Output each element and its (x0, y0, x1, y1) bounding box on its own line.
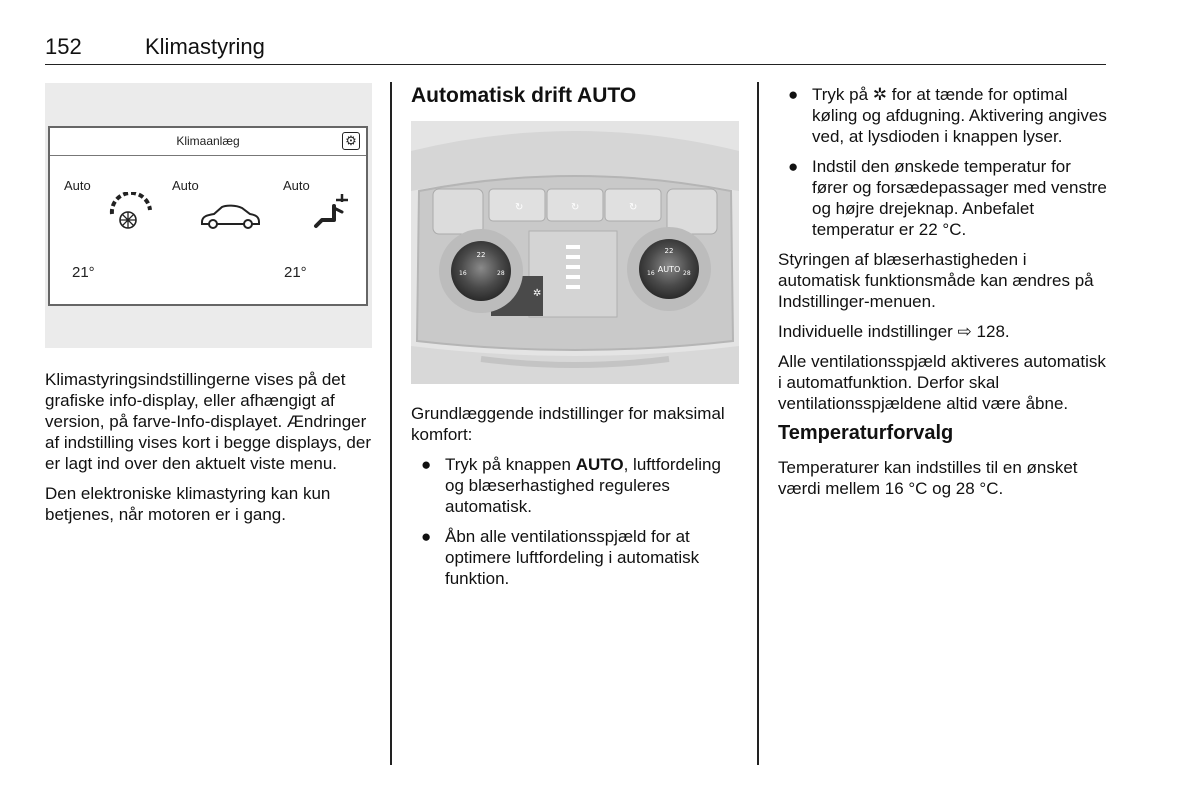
svg-text:28: 28 (497, 270, 505, 277)
bullet-dot: ● (788, 85, 799, 104)
svg-text:↻: ↻ (571, 202, 580, 213)
svg-text:↻: ↻ (629, 202, 638, 213)
svg-text:22: 22 (476, 251, 486, 259)
paragraph-fan-speed: Styringen af blæserhastigheden i automatisk funktionsmåde kan ændres på Indstillinger-menuen. (778, 250, 1094, 311)
paragraph-engine-running: Den elektroniske klimastyring kan kun betjenes, når motoren er i gang. (45, 484, 331, 524)
snowflake-icon: ✲ (872, 85, 888, 104)
column-divider-right (757, 82, 759, 765)
screen-title: Klimaanlæg (176, 134, 240, 148)
svg-text:28: 28 (683, 270, 691, 277)
left-column-text (45, 369, 373, 534)
temperature-right: 21° (284, 264, 307, 281)
svg-text:16: 16 (647, 270, 655, 277)
chapter-title: Klimastyring (145, 34, 265, 59)
list-item: ● Indstil den ønskede temperatur for fører og forsædepassager med venstre og højre drejeknap. Anbefalet temperatur er 22 °C. (788, 157, 1107, 239)
bullet-dot: ● (421, 527, 432, 546)
svg-text:16: 16 (459, 270, 467, 277)
bullet-dot: ● (421, 455, 432, 474)
screen-title-bar (50, 128, 366, 156)
paragraph-intro: Grundlæggende indstillinger for maksimal komfort: (411, 404, 725, 444)
settings-gear-icon: ⚙ (342, 132, 360, 150)
climate-display-screen (48, 126, 368, 306)
page-reference-link[interactable]: 128. (976, 322, 1010, 341)
auto-keyword: AUTO (575, 455, 624, 474)
svg-text:22: 22 (664, 247, 674, 255)
page-header (45, 34, 1106, 65)
auto-label-fan: Auto (64, 178, 91, 193)
column-divider-left (390, 82, 392, 765)
car-air-distribution-icon (198, 202, 262, 232)
paragraph-display-info: Klimastyringsindstillingerne vises på det grafiske info-display, eller afhængigt af version, på farve-Info-displayet. Ændringer af indstilling vises kort i begge displays, der er lagt ind over den aktuelt viste menu. (45, 370, 371, 473)
right-column-text (778, 84, 1110, 508)
climate-panel-illustration (411, 121, 739, 384)
svg-text:↻: ↻ (515, 202, 524, 213)
list-item: ● Åbn alle ventilationsspjæld for at optimere luftfordeling i automatisk funktion. (421, 527, 700, 588)
fan-speed-icon (106, 192, 156, 232)
auto-label-distribution: Auto (172, 178, 199, 193)
bullet-list-right (778, 84, 1110, 240)
paragraph-individual-settings: Individuelle indstillinger ⇨ 128. (778, 322, 1010, 341)
auto-label-seat: Auto (283, 178, 310, 193)
climate-control-panel-figure (411, 121, 739, 384)
paragraph-temperature-range: Temperaturer kan indstilles til en ønsket værdi mellem 16 °C og 28 °C. (778, 458, 1078, 498)
temperature-left: 21° (72, 264, 95, 281)
page-reference-arrow-icon: ⇨ (957, 322, 972, 341)
bullet-list-auto (411, 454, 743, 589)
list-item: ● Tryk på ✲ for at tænde for optimal køling og afdugning. Aktivering angives ved, at lysdioden i knappen lyser. (788, 85, 1107, 146)
svg-text:AUTO: AUTO (657, 265, 681, 274)
middle-column-text (411, 403, 743, 598)
climate-display-figure (45, 83, 372, 348)
paragraph-vents: Alle ventilationsspjæld aktiveres automatisk i automatfunktion. Derfor skal ventilationsspjældene altid være åbne. (778, 352, 1106, 413)
list-item: ● Tryk på knappen AUTO, luftfordeling og blæserhastighed reguleres automatisk. (421, 455, 721, 516)
svg-text:✲: ✲ (533, 288, 542, 299)
section-heading-auto: Automatisk drift AUTO (411, 84, 637, 107)
seat-air-distribution-icon (312, 190, 352, 230)
page-number: 152 (45, 34, 82, 59)
bullet-dot: ● (788, 157, 799, 176)
section-heading-temperature: Temperaturforvalg (778, 422, 954, 444)
